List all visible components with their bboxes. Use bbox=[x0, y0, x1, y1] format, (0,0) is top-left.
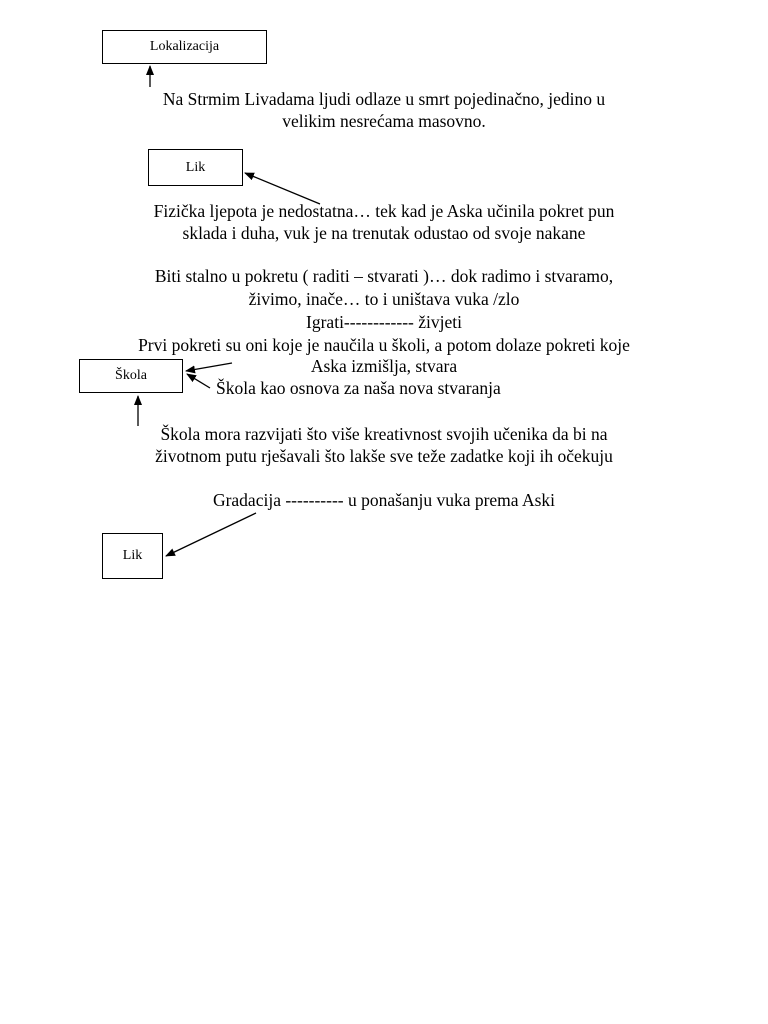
paragraph-5-line-1: Gradacija ---------- u ponašanju vuka prema Aski bbox=[212, 490, 556, 510]
arrow-lik-top bbox=[245, 173, 320, 204]
skola-label: Škola bbox=[115, 368, 147, 383]
paragraph-2-line-1: Fizička ljepota je nedostatna… tek kad je Aska učinila pokret pun bbox=[153, 201, 615, 221]
paragraph-3-line-1: Biti stalno u pokretu ( raditi – stvarati )… dok radimo i stvaramo, bbox=[154, 266, 614, 286]
paragraph-4-line-1: Škola mora razvijati što više kreativnost svojih učenika da bi na bbox=[160, 424, 608, 444]
paragraph-4-line-2: životnom putu rješavali što lakše sve teže zadatke koji ih očekuju bbox=[155, 446, 613, 466]
lik-label-bottom: Lik bbox=[122, 548, 143, 563]
paragraph-2-line-2: sklada i duha, vuk je na trenutak odustao od svoje nakane bbox=[182, 223, 586, 243]
paragraph-3-line-4: Prvi pokreti su oni koje je naučila u školi, a potom dolaze pokreti koje bbox=[138, 335, 630, 355]
lik-label-top: Lik bbox=[185, 159, 206, 175]
arrow-lik-bottom bbox=[166, 513, 256, 556]
paragraph-3-line-5: Aska izmišlja, stvara bbox=[310, 356, 458, 376]
paragraph-3-line-2: živimo, inače… to i uništava vuka /zlo bbox=[248, 289, 520, 309]
lokalizacija-label: Lokalizacija bbox=[149, 39, 220, 54]
arrow-skola-upper bbox=[186, 363, 232, 371]
paragraph-3-line-6-text: Škola kao osnova za naša nova stvaranja bbox=[216, 378, 501, 398]
paragraph-1-line-2: velikim nesrećama masovno. bbox=[282, 111, 486, 131]
arrow-skola-lower bbox=[187, 374, 210, 388]
paragraph-1-line-1: Na Strmim Livadama ljudi odlaze u smrt pojedinačno, jedino u bbox=[162, 89, 606, 109]
paragraph-3-line-3: Igrati------------ živjeti bbox=[306, 312, 462, 332]
